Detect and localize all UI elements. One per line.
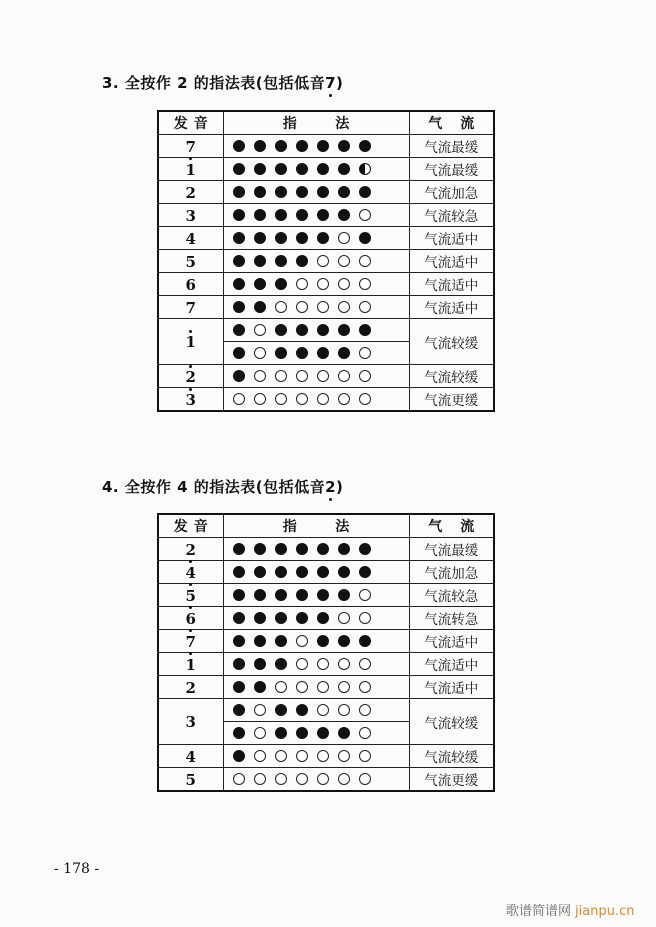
fingering-cell xyxy=(223,388,409,412)
closed-hole-icon xyxy=(296,704,308,716)
closed-hole-icon xyxy=(275,209,287,221)
note-cell xyxy=(158,768,223,792)
table-row xyxy=(158,699,494,722)
fingering-cell xyxy=(223,676,409,699)
open-hole-icon xyxy=(254,324,266,336)
airflow-cell: 气流较缓 xyxy=(409,365,494,388)
closed-hole-icon xyxy=(275,186,287,198)
half-hole-icon xyxy=(359,163,371,175)
fingering-table-1 xyxy=(157,110,495,412)
note-cell xyxy=(158,630,223,653)
closed-hole-icon xyxy=(317,612,329,624)
open-hole-icon xyxy=(296,278,308,290)
table-row xyxy=(158,273,494,296)
closed-hole-icon xyxy=(233,209,245,221)
note-label: 3 xyxy=(185,713,196,731)
airflow-cell: 气流适中 xyxy=(409,630,494,653)
table-body xyxy=(158,135,494,412)
note-label: 1 xyxy=(185,333,196,351)
closed-hole-icon xyxy=(275,324,287,336)
open-hole-icon xyxy=(338,750,350,762)
table-row xyxy=(158,319,494,342)
note-cell xyxy=(158,561,223,584)
watermark xyxy=(506,900,634,919)
open-hole-icon xyxy=(317,658,329,670)
open-hole-icon xyxy=(359,301,371,313)
airflow-cell: 气流加急 xyxy=(409,561,494,584)
header-airflow: 气流 xyxy=(409,111,494,135)
closed-hole-icon xyxy=(296,163,308,175)
closed-hole-icon xyxy=(275,704,287,716)
closed-hole-icon xyxy=(254,186,266,198)
open-hole-icon xyxy=(296,681,308,693)
closed-hole-icon xyxy=(233,163,245,175)
closed-hole-icon xyxy=(254,681,266,693)
table-row xyxy=(158,584,494,607)
open-hole-icon xyxy=(296,301,308,313)
closed-hole-icon xyxy=(359,566,371,578)
table-row xyxy=(158,676,494,699)
table-row xyxy=(158,538,494,561)
closed-hole-icon xyxy=(275,255,287,267)
note-cell xyxy=(158,319,223,365)
closed-hole-icon xyxy=(338,140,350,152)
fingering-cell xyxy=(223,365,409,388)
open-hole-icon xyxy=(359,681,371,693)
closed-hole-icon xyxy=(275,658,287,670)
closed-hole-icon xyxy=(254,140,266,152)
open-hole-icon xyxy=(338,612,350,624)
closed-hole-icon xyxy=(359,543,371,555)
fingering-cell xyxy=(223,342,409,365)
note-cell xyxy=(158,250,223,273)
section-title-low-note: 7 xyxy=(325,74,337,92)
header-note: 发音 xyxy=(158,111,223,135)
note-label: 1 xyxy=(185,655,196,674)
fingering-table-2 xyxy=(157,513,495,792)
closed-hole-icon xyxy=(275,163,287,175)
open-hole-icon xyxy=(359,658,371,670)
open-hole-icon xyxy=(338,658,350,670)
closed-hole-icon xyxy=(296,209,308,221)
note-cell xyxy=(158,273,223,296)
closed-hole-icon xyxy=(233,370,245,382)
section-title-prefix: 4. 全按作 4 的指法表(包括低音 xyxy=(102,478,326,496)
table-row xyxy=(158,653,494,676)
closed-hole-icon xyxy=(317,727,329,739)
fingering-cell xyxy=(223,273,409,296)
note-label: 5 xyxy=(185,252,196,271)
header-note: 发音 xyxy=(158,514,223,538)
fingering-cell xyxy=(223,561,409,584)
airflow-cell: 气流适中 xyxy=(409,296,494,319)
closed-hole-icon xyxy=(275,589,287,601)
closed-hole-icon xyxy=(317,566,329,578)
open-hole-icon xyxy=(275,750,287,762)
open-hole-icon xyxy=(275,301,287,313)
open-hole-icon xyxy=(254,750,266,762)
closed-hole-icon xyxy=(338,163,350,175)
open-hole-icon xyxy=(296,370,308,382)
note-cell xyxy=(158,181,223,204)
closed-hole-icon xyxy=(296,727,308,739)
note-label: 7 xyxy=(185,632,196,651)
open-hole-icon xyxy=(359,278,371,290)
table-row xyxy=(158,204,494,227)
table-row xyxy=(158,561,494,584)
closed-hole-icon xyxy=(233,635,245,647)
closed-hole-icon xyxy=(296,612,308,624)
fingering-cell xyxy=(223,584,409,607)
fingering-cell xyxy=(223,722,409,745)
airflow-cell: 气流最缓 xyxy=(409,158,494,181)
note-cell xyxy=(158,365,223,388)
open-hole-icon xyxy=(338,681,350,693)
watermark-url: jianpu.cn xyxy=(575,904,635,919)
fingering-cell xyxy=(223,699,409,722)
table-row xyxy=(158,296,494,319)
closed-hole-icon xyxy=(233,658,245,670)
open-hole-icon xyxy=(338,301,350,313)
note-label: 4 xyxy=(185,563,196,582)
fingering-cell xyxy=(223,538,409,561)
fingering-cell xyxy=(223,158,409,181)
section-title-3 xyxy=(102,72,343,93)
airflow-cell: 气流较急 xyxy=(409,584,494,607)
closed-hole-icon xyxy=(254,658,266,670)
closed-hole-icon xyxy=(275,612,287,624)
open-hole-icon xyxy=(359,347,371,359)
open-hole-icon xyxy=(254,370,266,382)
note-label: 2 xyxy=(185,678,196,697)
airflow-cell: 气流较缓 xyxy=(409,699,494,745)
note-label: 4 xyxy=(185,747,196,766)
open-hole-icon xyxy=(296,635,308,647)
fingering-cell xyxy=(223,181,409,204)
note-label: 7 xyxy=(185,137,196,156)
closed-hole-icon xyxy=(275,278,287,290)
closed-hole-icon xyxy=(254,612,266,624)
closed-hole-icon xyxy=(296,232,308,244)
closed-hole-icon xyxy=(317,163,329,175)
table-row xyxy=(158,158,494,181)
header-airflow: 气流 xyxy=(409,514,494,538)
closed-hole-icon xyxy=(359,635,371,647)
closed-hole-icon xyxy=(233,324,245,336)
note-cell xyxy=(158,584,223,607)
closed-hole-icon xyxy=(233,750,245,762)
closed-hole-icon xyxy=(233,232,245,244)
closed-hole-icon xyxy=(296,140,308,152)
open-hole-icon xyxy=(317,704,329,716)
fingering-cell xyxy=(223,768,409,792)
note-cell xyxy=(158,653,223,676)
table-row xyxy=(158,181,494,204)
fingering-cell xyxy=(223,296,409,319)
note-label: 6 xyxy=(185,609,196,628)
closed-hole-icon xyxy=(296,566,308,578)
fingering-cell xyxy=(223,607,409,630)
closed-hole-icon xyxy=(233,704,245,716)
note-label: 7 xyxy=(185,298,196,317)
closed-hole-icon xyxy=(254,589,266,601)
open-hole-icon xyxy=(359,750,371,762)
airflow-cell: 气流适中 xyxy=(409,676,494,699)
closed-hole-icon xyxy=(338,347,350,359)
open-hole-icon xyxy=(359,255,371,267)
table-row xyxy=(158,630,494,653)
open-hole-icon xyxy=(296,773,308,785)
note-label: 3 xyxy=(185,390,196,409)
fingering-cell xyxy=(223,250,409,273)
airflow-cell: 气流更缓 xyxy=(409,768,494,792)
closed-hole-icon xyxy=(296,347,308,359)
closed-hole-icon xyxy=(233,255,245,267)
closed-hole-icon xyxy=(254,635,266,647)
closed-hole-icon xyxy=(317,324,329,336)
closed-hole-icon xyxy=(317,589,329,601)
table-header-row xyxy=(158,111,494,135)
open-hole-icon xyxy=(338,773,350,785)
table-body xyxy=(158,538,494,792)
note-label: 6 xyxy=(185,275,196,294)
airflow-cell: 气流最缓 xyxy=(409,538,494,561)
closed-hole-icon xyxy=(233,727,245,739)
note-cell xyxy=(158,388,223,412)
open-hole-icon xyxy=(338,232,350,244)
closed-hole-icon xyxy=(317,543,329,555)
open-hole-icon xyxy=(296,750,308,762)
fingering-cell xyxy=(223,745,409,768)
closed-hole-icon xyxy=(338,209,350,221)
fingering-cell xyxy=(223,135,409,158)
open-hole-icon xyxy=(254,773,266,785)
section-title-suffix: ) xyxy=(336,74,344,92)
section-title-suffix: ) xyxy=(336,478,344,496)
open-hole-icon xyxy=(317,393,329,405)
closed-hole-icon xyxy=(296,589,308,601)
section-title-4 xyxy=(102,476,343,497)
open-hole-icon xyxy=(359,370,371,382)
fingering-cell xyxy=(223,227,409,250)
page-number: - 178 - xyxy=(54,861,100,877)
closed-hole-icon xyxy=(254,232,266,244)
closed-hole-icon xyxy=(233,301,245,313)
open-hole-icon xyxy=(338,278,350,290)
closed-hole-icon xyxy=(296,255,308,267)
closed-hole-icon xyxy=(338,566,350,578)
open-hole-icon xyxy=(275,773,287,785)
open-hole-icon xyxy=(338,704,350,716)
open-hole-icon xyxy=(359,727,371,739)
closed-hole-icon xyxy=(338,324,350,336)
note-cell xyxy=(158,135,223,158)
open-hole-icon xyxy=(275,393,287,405)
open-hole-icon xyxy=(317,750,329,762)
note-cell xyxy=(158,204,223,227)
closed-hole-icon xyxy=(317,140,329,152)
closed-hole-icon xyxy=(254,209,266,221)
closed-hole-icon xyxy=(275,727,287,739)
open-hole-icon xyxy=(317,681,329,693)
closed-hole-icon xyxy=(275,635,287,647)
open-hole-icon xyxy=(254,393,266,405)
closed-hole-icon xyxy=(254,278,266,290)
airflow-cell: 气流较缓 xyxy=(409,319,494,365)
closed-hole-icon xyxy=(254,255,266,267)
closed-hole-icon xyxy=(275,566,287,578)
closed-hole-icon xyxy=(338,727,350,739)
airflow-cell: 气流适中 xyxy=(409,227,494,250)
watermark-text: 歌谱简谱网 xyxy=(506,904,572,919)
closed-hole-icon xyxy=(317,209,329,221)
closed-hole-icon xyxy=(275,140,287,152)
table-row xyxy=(158,768,494,792)
open-hole-icon xyxy=(338,393,350,405)
open-hole-icon xyxy=(233,393,245,405)
table-row xyxy=(158,365,494,388)
airflow-cell: 气流适中 xyxy=(409,250,494,273)
open-hole-icon xyxy=(317,370,329,382)
closed-hole-icon xyxy=(254,543,266,555)
airflow-cell: 气流适中 xyxy=(409,653,494,676)
header-fingering: 指 法 xyxy=(223,514,409,538)
closed-hole-icon xyxy=(338,589,350,601)
closed-hole-icon xyxy=(254,301,266,313)
airflow-cell: 气流较急 xyxy=(409,204,494,227)
open-hole-icon xyxy=(338,255,350,267)
fingering-cell xyxy=(223,630,409,653)
note-cell xyxy=(158,699,223,745)
note-cell xyxy=(158,745,223,768)
note-label: 1 xyxy=(185,160,196,179)
closed-hole-icon xyxy=(317,232,329,244)
open-hole-icon xyxy=(317,278,329,290)
note-cell xyxy=(158,538,223,561)
airflow-cell: 气流加急 xyxy=(409,181,494,204)
section-title-low-note: 2 xyxy=(325,478,337,496)
closed-hole-icon xyxy=(275,232,287,244)
closed-hole-icon xyxy=(233,589,245,601)
section-title-prefix: 3. 全按作 2 的指法表(包括低音 xyxy=(102,74,326,92)
note-label: 2 xyxy=(185,540,196,559)
table-row xyxy=(158,227,494,250)
open-hole-icon xyxy=(275,370,287,382)
airflow-cell: 气流较缓 xyxy=(409,745,494,768)
note-label: 2 xyxy=(185,367,196,386)
note-cell xyxy=(158,227,223,250)
open-hole-icon xyxy=(296,393,308,405)
closed-hole-icon xyxy=(233,186,245,198)
table-header-row xyxy=(158,514,494,538)
airflow-cell: 气流转急 xyxy=(409,607,494,630)
header-fingering: 指 法 xyxy=(223,111,409,135)
note-label: 4 xyxy=(185,229,196,248)
open-hole-icon xyxy=(254,704,266,716)
open-hole-icon xyxy=(233,773,245,785)
open-hole-icon xyxy=(254,347,266,359)
closed-hole-icon xyxy=(275,543,287,555)
open-hole-icon xyxy=(296,658,308,670)
note-label: 5 xyxy=(185,586,196,605)
closed-hole-icon xyxy=(359,324,371,336)
closed-hole-icon xyxy=(359,232,371,244)
closed-hole-icon xyxy=(233,566,245,578)
closed-hole-icon xyxy=(233,612,245,624)
closed-hole-icon xyxy=(296,324,308,336)
closed-hole-icon xyxy=(296,543,308,555)
note-label: 3 xyxy=(185,206,196,225)
open-hole-icon xyxy=(317,773,329,785)
open-hole-icon xyxy=(359,209,371,221)
closed-hole-icon xyxy=(317,635,329,647)
open-hole-icon xyxy=(359,393,371,405)
open-hole-icon xyxy=(275,681,287,693)
note-cell xyxy=(158,296,223,319)
open-hole-icon xyxy=(317,255,329,267)
note-cell xyxy=(158,607,223,630)
fingering-cell xyxy=(223,204,409,227)
note-cell xyxy=(158,158,223,181)
open-hole-icon xyxy=(317,301,329,313)
fingering-cell xyxy=(223,653,409,676)
closed-hole-icon xyxy=(296,186,308,198)
closed-hole-icon xyxy=(338,543,350,555)
closed-hole-icon xyxy=(317,186,329,198)
closed-hole-icon xyxy=(254,566,266,578)
closed-hole-icon xyxy=(254,163,266,175)
closed-hole-icon xyxy=(233,543,245,555)
open-hole-icon xyxy=(359,704,371,716)
closed-hole-icon xyxy=(338,186,350,198)
open-hole-icon xyxy=(338,370,350,382)
note-cell xyxy=(158,676,223,699)
airflow-cell: 气流更缓 xyxy=(409,388,494,412)
closed-hole-icon xyxy=(233,347,245,359)
open-hole-icon xyxy=(254,727,266,739)
closed-hole-icon xyxy=(359,140,371,152)
open-hole-icon xyxy=(359,773,371,785)
table-row xyxy=(158,388,494,412)
closed-hole-icon xyxy=(317,347,329,359)
table-row xyxy=(158,607,494,630)
note-label: 5 xyxy=(185,770,196,789)
table-row xyxy=(158,250,494,273)
closed-hole-icon xyxy=(275,347,287,359)
table-row xyxy=(158,135,494,158)
airflow-cell: 气流适中 xyxy=(409,273,494,296)
open-hole-icon xyxy=(359,589,371,601)
open-hole-icon xyxy=(359,612,371,624)
closed-hole-icon xyxy=(359,186,371,198)
fingering-cell xyxy=(223,319,409,342)
airflow-cell: 气流最缓 xyxy=(409,135,494,158)
closed-hole-icon xyxy=(233,278,245,290)
closed-hole-icon xyxy=(233,140,245,152)
closed-hole-icon xyxy=(233,681,245,693)
table-row xyxy=(158,745,494,768)
note-label: 2 xyxy=(185,183,196,202)
closed-hole-icon xyxy=(338,635,350,647)
